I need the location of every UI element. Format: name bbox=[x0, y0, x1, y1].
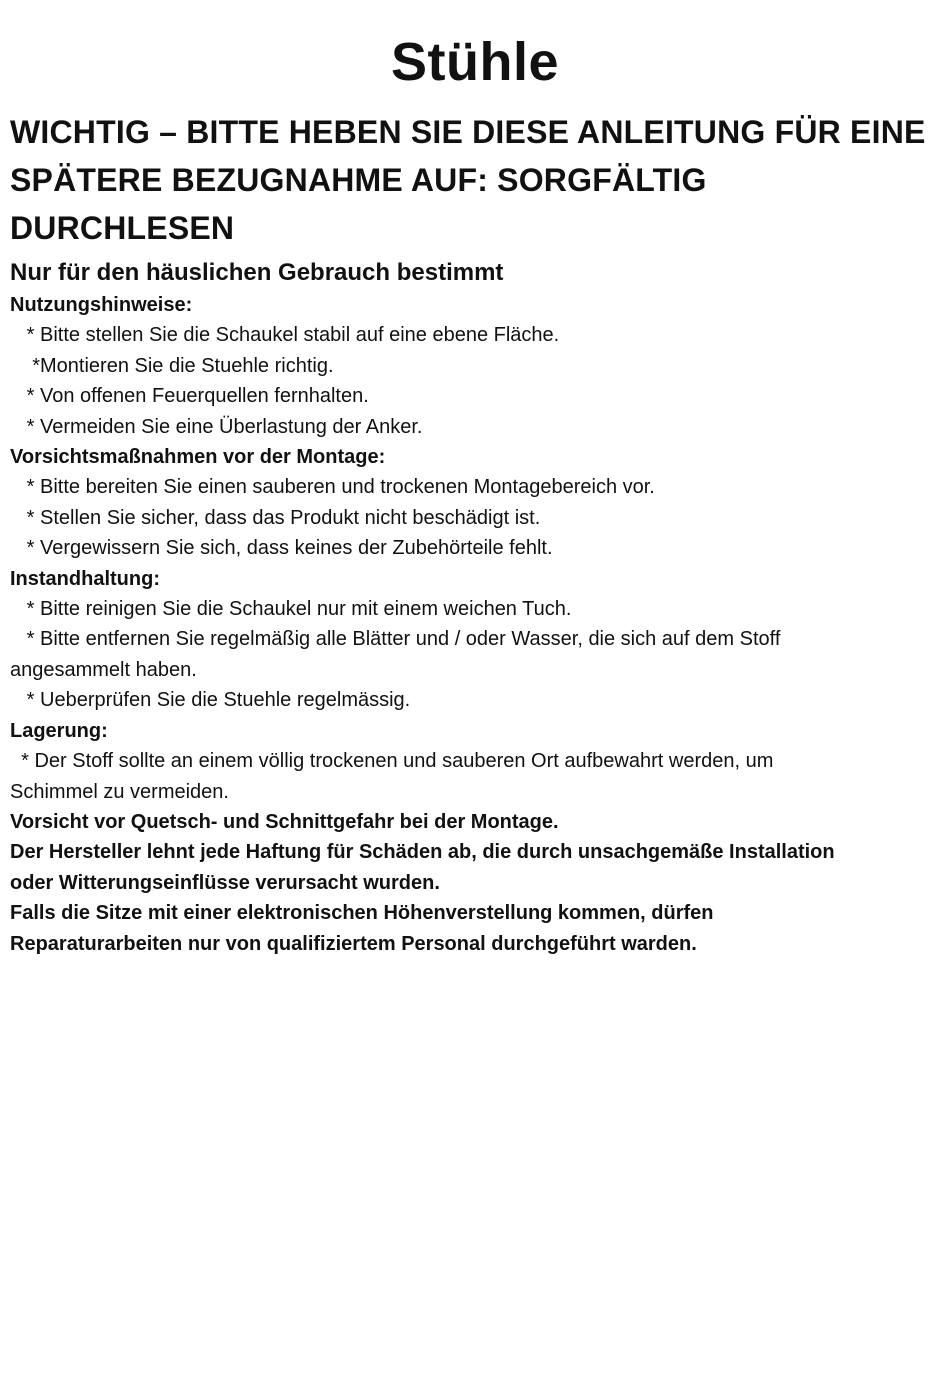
precautions-section bbox=[10, 442, 940, 564]
document-title: Stühle bbox=[390, 32, 559, 92]
liability-notice-continued: oder Witterungseinflüsse verursacht wurden. bbox=[10, 871, 440, 894]
warning-line: SPÄTERE BEZUGNAHME AUF: SORGFÄLTIG bbox=[10, 162, 707, 198]
maintenance-item: * Ueberprüfen Sie die Stuehle regelmässig. bbox=[10, 689, 411, 712]
maintenance-item: * Bitte reinigen Sie die Schaukel nur mit einem weichen Tuch. bbox=[10, 598, 572, 621]
usage-item: *Montieren Sie die Stuehle richtig. bbox=[10, 354, 334, 377]
storage-item: * Der Stoff sollte an einem völlig trockenen und sauberen Ort aufbewahrt werden, um bbox=[10, 750, 774, 773]
repair-notice-continued: Reparaturarbeiten nur von qualifiziertem Personal durchgeführt warden. bbox=[10, 932, 697, 955]
usage-section bbox=[10, 290, 940, 442]
maintenance-item: angesammelt haben. bbox=[10, 658, 197, 681]
warning-heading bbox=[10, 108, 940, 252]
pinch-hazard-notice: Vorsicht vor Quetsch- und Schnittgefahr bei der Montage. bbox=[10, 810, 559, 833]
precautions-item: * Stellen Sie sicher, dass das Produkt nicht beschädigt ist. bbox=[10, 506, 541, 529]
warning-line: DURCHLESEN bbox=[10, 210, 235, 246]
storage-section bbox=[10, 716, 940, 807]
notices-section bbox=[10, 807, 940, 959]
repair-notice: Falls die Sitze mit einer elektronischen Höhenverstellung kommen, dürfen bbox=[10, 902, 714, 925]
warning-line: WICHTIG – BITTE HEBEN SIE DIESE ANLEITUNG FÜR EINE bbox=[10, 114, 926, 150]
storage-item: Schimmel zu vermeiden. bbox=[10, 780, 229, 803]
usage-item: * Von offenen Feuerquellen fernhalten. bbox=[10, 385, 369, 408]
storage-heading: Lagerung: bbox=[10, 719, 108, 742]
usage-item: * Vermeiden Sie eine Überlastung der Anker. bbox=[10, 415, 423, 438]
maintenance-item: * Bitte entfernen Sie regelmäßig alle Blätter und / oder Wasser, die sich auf dem Stoff bbox=[10, 628, 781, 651]
usage-item: * Bitte stellen Sie die Schaukel stabil auf eine ebene Fläche. bbox=[10, 324, 560, 347]
maintenance-heading: Instandhaltung: bbox=[10, 567, 160, 590]
precautions-item: * Vergewissern Sie sich, dass keines der Zubehörteile fehlt. bbox=[10, 537, 553, 560]
maintenance-section bbox=[10, 564, 940, 716]
precautions-heading: Vorsichtsmaßnahmen vor der Montage: bbox=[10, 446, 386, 469]
precautions-item: * Bitte bereiten Sie einen sauberen und trockenen Montagebereich vor. bbox=[10, 476, 655, 499]
liability-notice: Der Hersteller lehnt jede Haftung für Schäden ab, die durch unsachgemäße Installation bbox=[10, 841, 835, 864]
usage-heading: Nutzungshinweise: bbox=[10, 294, 193, 316]
domestic-use-subtitle: Nur für den häuslichen Gebrauch bestimmt bbox=[10, 259, 504, 286]
